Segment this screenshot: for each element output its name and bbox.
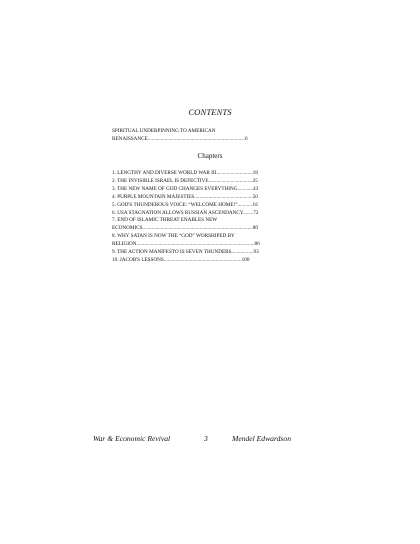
toc-entry-5[interactable]: 5. GOD'S THUNDEROUS VOICE: “WELCOME HOME!”............61 [112,201,259,208]
toc-entry-6[interactable]: 6. USA STAGNATION ALLOWS RUSSIAN ASCENDANCY........72 [112,209,259,216]
toc-entry-2[interactable]: 2. THE INVISIBLE ISRAEL IS DEFECTIVE..................................25 [112,177,258,184]
toc-entry-1[interactable]: 1. LENGTHY AND DIVERSE WORLD WAR III............................18 [112,170,258,176]
toc-entry-3[interactable]: 3. THE NEW NAME OF GOD CHANGES EVERYTHING............43 [112,185,259,192]
contents-title: CONTENTS [188,107,232,117]
footer-book-title: War & Economic Revival [93,434,171,443]
toc-entry-10[interactable]: 10. JACOB'S LESSONS............................................................100 [112,256,250,263]
toc-entry-9[interactable]: 9. THE ACTION MANIFESTO IS SEVEN THUNDERS.................93 [112,249,259,256]
chapters-heading: Chapters [197,152,223,160]
toc-list [112,170,307,265]
intro-entry[interactable] [112,128,307,143]
intro-line-1: SPIRITUAL UNDERPINNING TO AMERICAN [112,128,216,134]
toc-entry-7-cont[interactable]: ECONOMICS.....................................................................................80 [112,225,258,232]
toc-entry-8-cont[interactable]: RELIGION...........................................................................................86 [112,241,260,248]
footer-author: Mendel Edwardson [232,434,291,443]
toc-entry-4[interactable]: 4. PURPLE MOUNTAIN MAJESTIES.............................................50 [112,193,258,200]
toc-entry-7[interactable]: 7. END OF ISLAMIC THREAT ENABLES NEW [112,217,218,224]
intro-line-2: RENAISSANCE...........................................................................6 [112,135,248,142]
toc-entry-8[interactable]: 8. WHY SATAN IS NOW THE “GOD” WORSHIPED BY [112,233,235,240]
footer-page-number: 3 [204,434,208,443]
page-footer [0,434,420,446]
